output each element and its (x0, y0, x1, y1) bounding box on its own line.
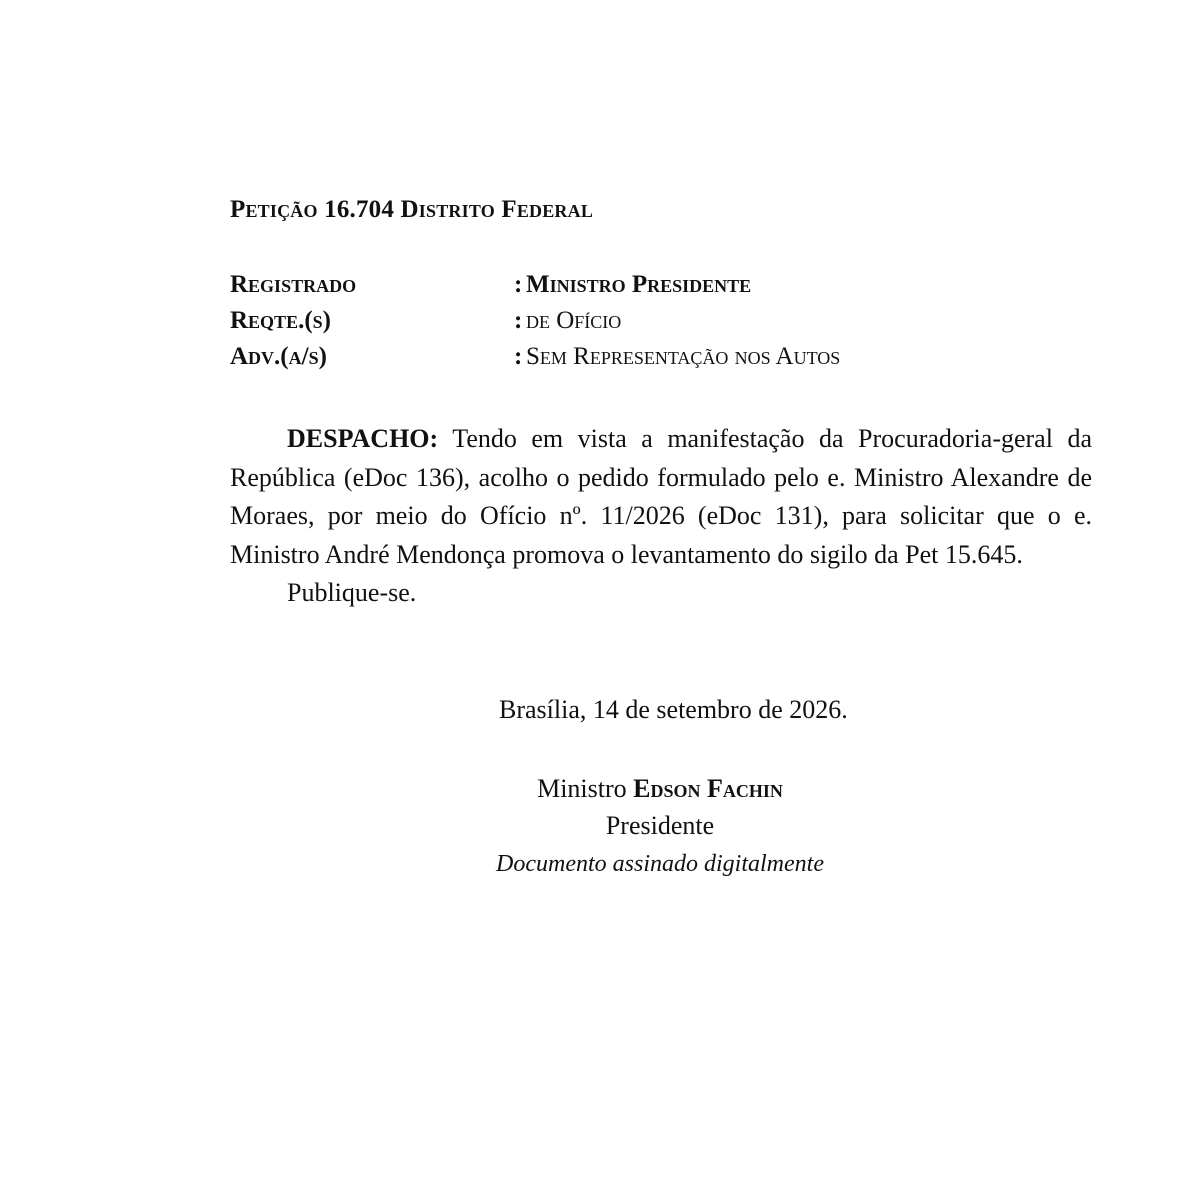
signature-block (470, 772, 850, 882)
meta-value: Ministro Presidente (526, 271, 752, 298)
meta-value: de Ofício (526, 307, 622, 334)
meta-row-registrado (230, 272, 751, 297)
meta-value: Sem Representação nos Autos (526, 343, 841, 370)
publish-paragraph: Publique-se. (287, 578, 417, 607)
dispatch-paragraph (230, 420, 1092, 574)
meta-colon: : (514, 343, 523, 370)
meta-label: Adv.(a/s) (230, 343, 327, 370)
meta-row-advogado (230, 344, 840, 369)
signature-note: Documento assinado digitalmente (496, 851, 824, 877)
dispatch-lead: DESPACHO: (287, 424, 439, 453)
meta-row-requerente (230, 308, 621, 333)
place-date: Brasília, 14 de setembro de 2026. (499, 695, 848, 724)
dispatch-body (230, 420, 1092, 613)
meta-label: Registrado (230, 271, 357, 298)
case-title: Petição 16.704 Distrito Federal (230, 196, 594, 223)
signature-name (470, 772, 850, 806)
signature-role: Presidente (605, 811, 715, 840)
meta-label: Reqte.(s) (230, 307, 331, 334)
meta-colon: : (514, 271, 523, 298)
dispatch-text: Tendo em vista a manifestação da Procuradoria-geral da República (eDoc 136), acolho o pedido formulado pelo e. Ministro Alexandre de Moraes, por meio do Ofício nº. 11/2026 (eDoc 131), para solicitar que o e. Ministro André Mendonça promova o levantamento do sigilo da Pet 15.645. (230, 424, 1092, 569)
meta-colon: : (514, 307, 523, 334)
signature-surname: Edson Fachin (633, 774, 783, 803)
signature-prefix: Ministro (537, 774, 634, 803)
